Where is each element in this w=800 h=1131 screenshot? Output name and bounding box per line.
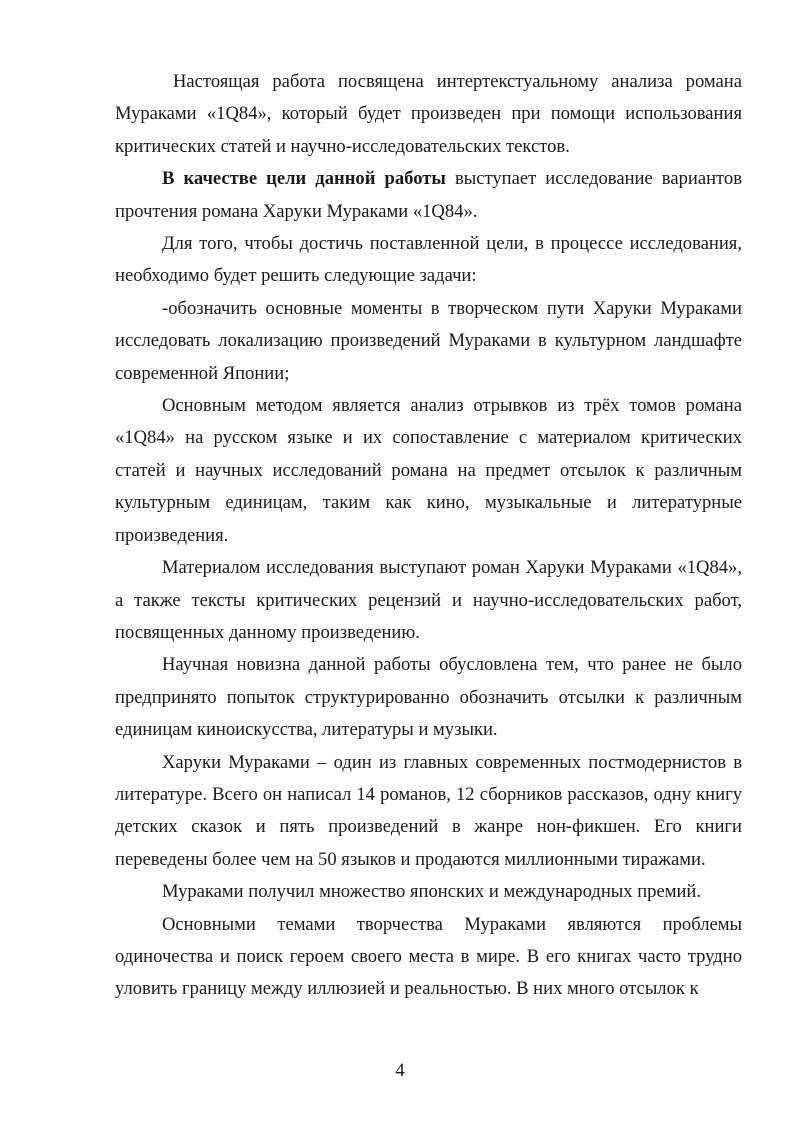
- paragraph-method: Основным методом является анализ отрывков из трёх томов романа «1Q84» на русском языке и их сопоставление с материалом критических статей и научных исследований романа на предмет отсылок к различным культурным единицам, таким как кино, музыкальные и литературные произведения.: [115, 395, 742, 546]
- paragraph-goal: [115, 163, 742, 228]
- page-number: 4: [395, 1060, 405, 1081]
- paragraph-tasks-intro: Для того, чтобы достичь поставленной цели, в процессе исследования, необходимо будет решить следующие задачи:: [115, 233, 742, 287]
- document-body: [115, 66, 742, 1006]
- paragraph-intro: Настоящая работа посвящена интертекстуальному анализа романа Мураками «1Q84», который будет произведен при помощи использования критических статей и научно-исследовательских текстов.: [115, 71, 742, 157]
- paragraph-awards: Мураками получил множество японских и международных премий.: [162, 881, 702, 903]
- paragraph-themes: Основными темами творчества Мураками являются проблемы одиночества и поиск героем своего места в мире. В его книгах часто трудно уловить границу между иллюзией и реальностью. В них много отсылок к: [115, 913, 742, 1000]
- goal-heading-bold: В качестве цели данной работы: [162, 168, 446, 190]
- goal-text: выступает исследование вариантов прочтения романа Харуки Мураками «1Q84».: [115, 168, 742, 222]
- paragraph-task-item: -обозначить основные моменты в творческом пути Харуки Мураками исследовать локализацию произведений Мураками в культурном ландшафте современной Японии;: [115, 297, 742, 384]
- paragraph-author-bio: Харуки Мураками – один из главных современных постмодернистов в литературе. Всего он написал 14 романов, 12 сборников рассказов, одну книгу детских сказок и пять произведений в жанре нон-фикшен. Его книги переведены более чем на 50 языков и продаются миллионными тиражами.: [115, 751, 742, 870]
- paragraph-material: Материалом исследования выступают роман Харуки Мураками «1Q84», а также тексты критических рецензий и научно-исследовательских работ, посвященных данному произведению.: [115, 557, 742, 643]
- paragraph-novelty: Научная новизна данной работы обусловлена тем, что ранее не было предпринято попыток структурированно обозначить отсылки к различным единицам киноискусства, литературы и музыки.: [115, 654, 742, 741]
